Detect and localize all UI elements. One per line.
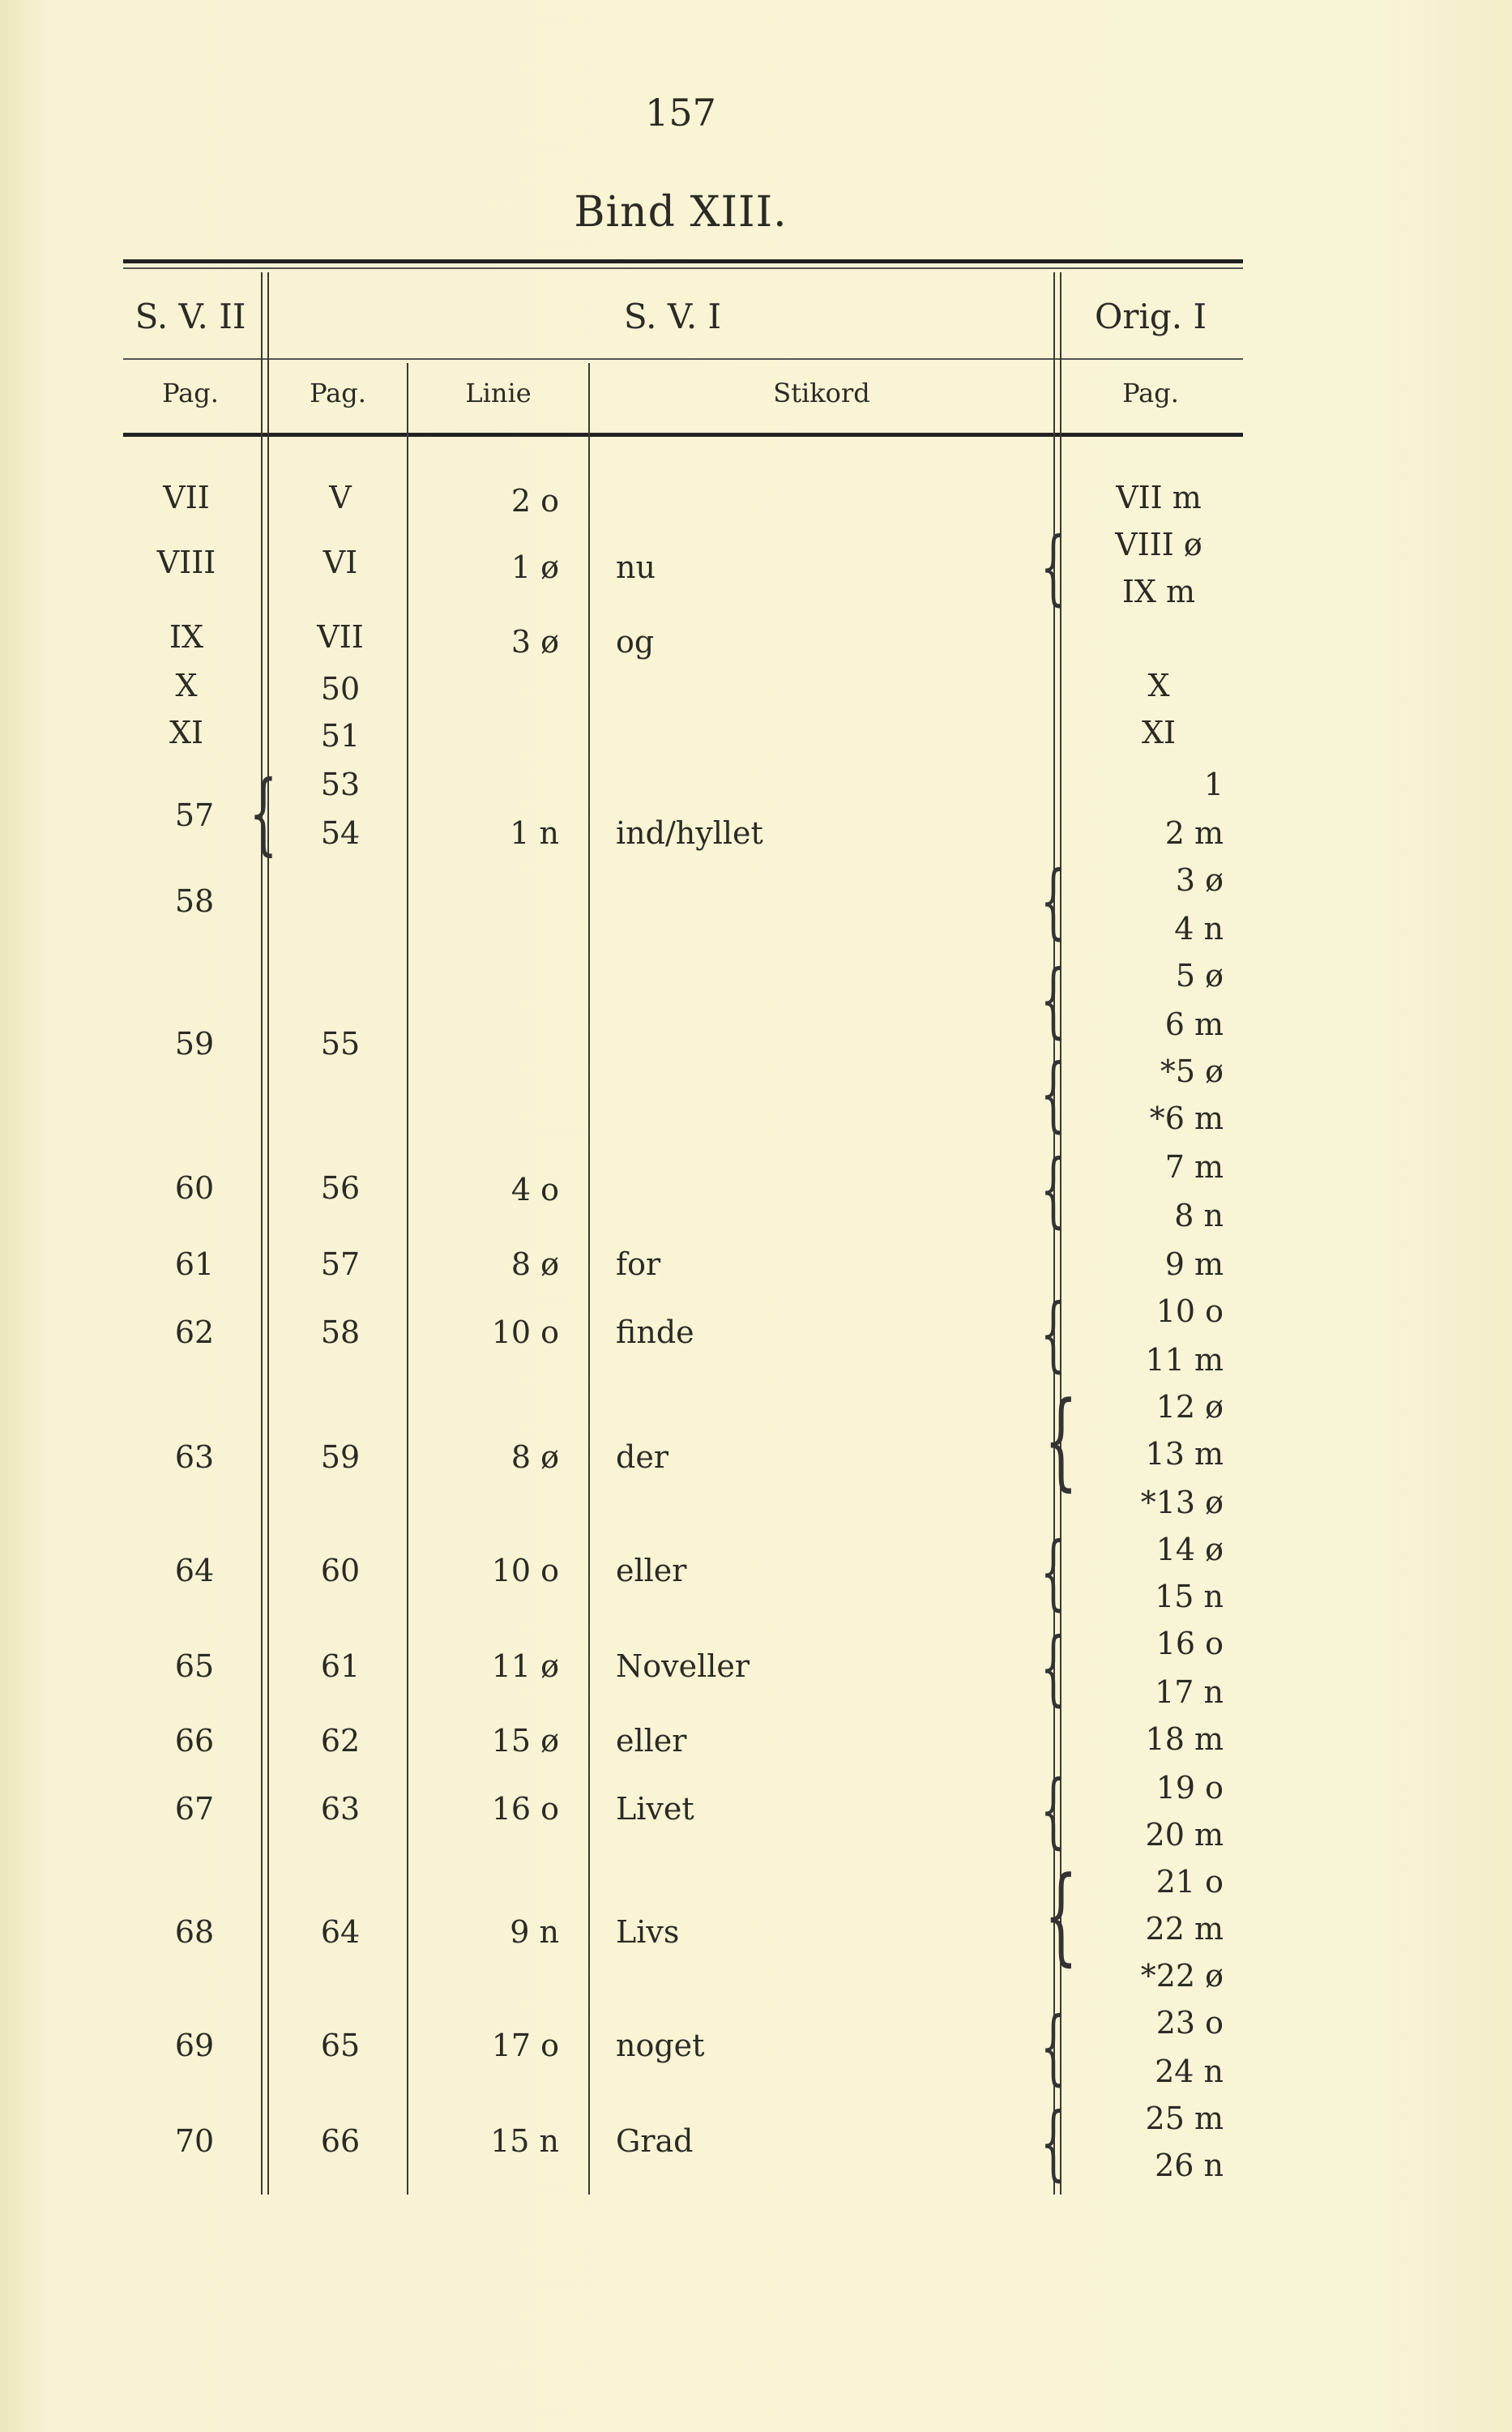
cell-stikord: og [616,624,655,660]
cell-sv2-pag: XI [169,715,204,750]
cell-linie: 15 n [490,2123,559,2159]
cell-orig-pag: 12 ø [1155,1389,1224,1425]
cell-linie: 3 ø [510,624,559,660]
cell-orig-pag: 24 n [1155,2054,1224,2089]
cell-orig-pag: 6 m [1164,1007,1224,1042]
cell-linie: 16 o [491,1791,559,1827]
header-sv1: S. V. I [623,297,722,336]
cell-sv2-pag: VIII [156,545,216,580]
cell-linie: 8 ø [510,1246,559,1282]
brace: { [1044,1378,1078,1502]
cell-orig-pag: *5 ø [1160,1054,1224,1089]
cell-orig-pag: VIII ø [1115,527,1202,562]
cell-stikord: Grad [616,2123,694,2159]
brace: { [1040,2095,1066,2190]
subheader-stikord: Stikord [773,378,870,408]
cell-stikord: Livet [616,1791,694,1827]
cell-orig-pag: IX m [1121,574,1196,609]
cell-sv2-pag: 57 [174,797,215,833]
cell-orig-pag: 16 o [1155,1626,1224,1661]
cell-stikord: eller [616,1553,687,1588]
cell-linie: 8 ø [510,1439,559,1475]
brace: { [1040,1286,1066,1381]
cell-orig-pag: 3 ø [1175,862,1224,898]
cell-orig-pag: 2 m [1164,815,1224,851]
cell-orig-pag: *22 ø [1140,1958,1224,1994]
page-number: 157 [645,91,716,135]
brace: { [1044,1853,1078,1977]
cell-stikord: der [616,1439,668,1475]
cell-orig-pag: 8 n [1174,1198,1224,1233]
cell-orig-pag: 15 n [1155,1579,1224,1614]
cell-linie: 10 o [491,1553,559,1588]
brace: { [1040,1142,1066,1237]
cell-orig-pag: 1 [1203,767,1224,802]
brace: { [1040,853,1066,948]
cell-orig-pag: 7 m [1164,1149,1224,1185]
cell-sv1-pag: 54 [320,815,361,851]
col-divider-1a [261,272,263,2195]
cell-sv1-pag: 57 [320,1246,361,1282]
cell-orig-pag: 26 n [1155,2148,1224,2183]
cell-orig-pag: 11 m [1145,1342,1224,1378]
cell-stikord: for [616,1246,661,1282]
header-divider [123,358,1243,360]
cell-sv2-pag: 58 [174,883,215,919]
cell-linie: 11 ø [491,1648,559,1684]
cell-sv1-pag: 66 [320,2123,361,2159]
cell-sv2-pag: IX [169,619,204,655]
cell-sv2-pag: 61 [174,1246,215,1282]
brace: { [1040,1046,1066,1141]
subheader-pag-sv1: Pag. [310,378,366,408]
cell-sv1-pag: 58 [320,1314,361,1350]
cell-orig-pag: 20 m [1145,1817,1224,1853]
cell-sv2-pag: 63 [174,1439,215,1475]
cell-orig-pag: X [1147,668,1170,703]
cell-linie: 2 o [510,483,559,519]
cell-sv2-pag: 67 [174,1791,215,1827]
cell-sv1-pag: 56 [320,1170,361,1206]
cell-sv2-pag: 69 [174,2028,215,2063]
cell-sv1-pag: VII [317,619,364,655]
cell-sv2-pag: 59 [174,1026,215,1062]
cell-linie: 10 o [491,1314,559,1350]
col-divider-3 [588,363,590,2195]
cell-stikord: finde [616,1314,694,1350]
cell-sv2-pag: 64 [174,1553,215,1588]
top-rule [123,259,1243,263]
col-divider-1b [267,272,269,2195]
subheader-pag-sv2: Pag. [162,378,219,408]
cell-stikord: eller [616,1723,687,1759]
cell-sv1-pag: 60 [320,1553,361,1588]
cell-sv2-pag: X [175,668,198,703]
cell-orig-pag: 23 o [1155,2005,1224,2041]
cell-sv1-pag: 55 [320,1026,361,1062]
subheader-pag-orig: Pag. [1122,378,1179,408]
brace: { [1040,952,1066,1047]
cell-orig-pag: 4 n [1174,911,1224,947]
cell-orig-pag: 10 o [1155,1293,1224,1329]
subheader-linie: Linie [465,378,532,408]
brace: { [1040,519,1066,614]
cell-sv1-pag: 62 [320,1723,361,1759]
top-rule-thin [123,267,1243,269]
cell-stikord: ind/hyllet [616,815,763,851]
brace: { [1040,1763,1066,1857]
cell-sv1-pag: 59 [320,1439,361,1475]
cell-sv1-pag: 63 [320,1791,361,1827]
cell-sv2-pag: VII [163,480,210,515]
header-sv2: S. V. II [135,297,246,336]
cell-linie: 17 o [491,2028,559,2063]
cell-sv1-pag: 53 [320,767,361,802]
cell-linie: 9 n [510,1914,559,1950]
cell-orig-pag: 14 ø [1155,1532,1224,1567]
cell-orig-pag: 19 o [1155,1770,1224,1806]
cell-sv2-pag: 60 [174,1170,215,1206]
brace: { [1040,1620,1066,1715]
brace: { [1040,1999,1066,2094]
header-bottom-rule [123,433,1243,437]
cell-stikord: noget [616,2028,705,2063]
cell-stikord: Livs [616,1914,680,1950]
cell-linie: 1 ø [510,549,559,585]
header-orig: Orig. I [1094,297,1207,336]
cell-sv1-pag: VI [322,545,358,580]
cell-orig-pag: 18 m [1145,1721,1224,1757]
cell-stikord: nu [616,549,656,585]
cell-orig-pag: 5 ø [1175,958,1224,994]
cell-sv2-pag: 70 [174,2123,215,2159]
cell-sv2-pag: 66 [174,1723,215,1759]
cell-orig-pag: 17 n [1155,1674,1224,1710]
cell-sv1-pag: 61 [320,1648,361,1684]
cell-sv2-pag: 68 [174,1914,215,1950]
cell-orig-pag: 13 m [1145,1436,1224,1472]
cell-stikord: Noveller [616,1648,750,1684]
cell-sv1-pag: 50 [320,671,361,707]
brace: { [249,761,278,865]
cell-orig-pag: 25 m [1145,2101,1224,2136]
cell-orig-pag: VII m [1116,480,1202,515]
cell-sv1-pag: 51 [320,718,361,754]
cell-linie: 1 n [510,815,559,851]
cell-linie: 4 o [510,1172,559,1207]
page-title: Bind XIII. [574,188,788,237]
cell-sv2-pag: 65 [174,1648,215,1684]
brace: { [1040,1524,1066,1619]
cell-sv2-pag: 62 [174,1314,215,1350]
cell-linie: 15 ø [491,1723,559,1759]
cell-sv1-pag: V [329,480,352,515]
cell-orig-pag: 21 o [1155,1864,1224,1900]
cell-orig-pag: 9 m [1164,1246,1224,1282]
cell-sv1-pag: 64 [320,1914,361,1950]
cell-orig-pag: *6 m [1149,1101,1224,1136]
cell-sv1-pag: 65 [320,2028,361,2063]
cell-orig-pag: XI [1141,715,1177,750]
col-divider-2 [407,363,408,2195]
cell-orig-pag: *13 ø [1140,1485,1224,1520]
cell-orig-pag: 22 m [1145,1911,1224,1947]
